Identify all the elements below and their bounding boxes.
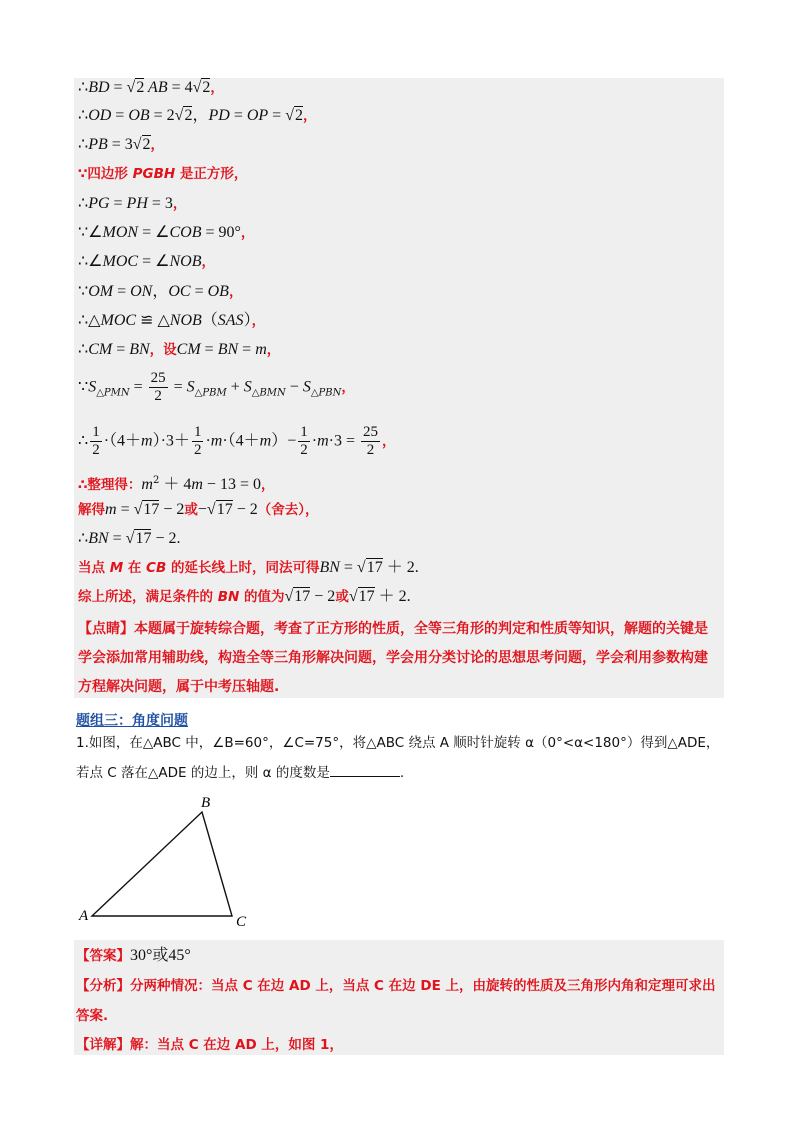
label-a: A bbox=[79, 908, 89, 924]
step-5: ∴PG = PH = 3， bbox=[78, 195, 187, 212]
step-8: ∵OM = ON，OC = OB， bbox=[78, 283, 243, 300]
answer-label: 【答案】 bbox=[76, 948, 130, 964]
question-text bbox=[76, 728, 726, 788]
analysis-paragraph bbox=[76, 971, 716, 1031]
triangle-abc bbox=[92, 812, 232, 916]
step-1: ∴BD = √2 AB = 4√2， bbox=[78, 79, 224, 96]
answer-line bbox=[76, 941, 726, 971]
step-10: ∴CM = BN，设CM = BN = m， bbox=[78, 341, 281, 358]
detail-line bbox=[76, 1030, 726, 1060]
step-16: 当点 M 在 CB 的延长线上时，同法可得BN = √17 ＋ 2. bbox=[78, 559, 419, 576]
step-2: ∴OD = OB = 2√2，PD = OP = √2， bbox=[78, 107, 317, 124]
question-end: . bbox=[399, 765, 405, 781]
step-3: ∴PB = 3√2， bbox=[78, 136, 165, 153]
analysis-text: 分两种情况：当点 C 在边 AD 上，当点 C 在边 DE 上，由旋转的性质及三角形内角和定理可求出答案. bbox=[76, 978, 716, 1024]
section-heading: 题组三：角度问题 bbox=[76, 713, 188, 729]
analysis-label: 【分析】 bbox=[76, 978, 130, 994]
triangle-figure bbox=[70, 790, 260, 930]
label-b: B bbox=[201, 795, 211, 811]
answer-value: 30°或45° bbox=[130, 947, 191, 964]
detail-label: 【详解】 bbox=[76, 1037, 130, 1053]
step-12: ∴ $\frac{1}{2}$ ·（4＋m）·3＋ $\frac{1}{2}$ ·m·（4＋m）− $\frac{1}{2}$ ·m·3 = $\frac{25}{2}$ ， bbox=[78, 424, 396, 458]
question-body: 1.如图，在△ABC 中，∠B=60°，∠C=75°，将△ABC 绕点 A 顺时针旋转 α（0°<α<180°）得到△ADE，若点 C 落在△ADE 的边上，则 α 的度数是 bbox=[76, 735, 720, 781]
step-9: ∴△MOC ≌ △NOB（SAS）， bbox=[78, 312, 266, 329]
answer-blank[interactable] bbox=[330, 776, 400, 777]
detail-text: 解：当点 C 在边 AD 上，如图 1， bbox=[130, 1037, 343, 1053]
dianjing-paragraph: 【点睛】本题属于旋转综合题，考查了正方形的性质，全等三角形的判定和性质等知识，解题的关键是学会添加常用辅助线，构造全等三角形解决问题，学会用分类讨论的思想思考问题，学会利用参数构建方程解决问题，属于中考压轴题. bbox=[78, 621, 708, 695]
step-13: ∴整理得：$m^2 + 4m - 13 = 0$， bbox=[78, 475, 275, 493]
step-7: ∴∠MOC = ∠NOB， bbox=[78, 253, 215, 270]
label-c: C bbox=[236, 914, 247, 930]
step-15: ∴BN = √17 − 2. bbox=[78, 530, 181, 547]
step-14: 解得m = √17 − 2或−√17 − 2（舍去）， bbox=[78, 501, 319, 518]
step-6: ∵∠MON = ∠COB = 90°， bbox=[78, 224, 255, 241]
step-4: ∵四边形 PGBH 是正方形， bbox=[78, 166, 248, 182]
step-11: $\because S_{\triangle PMN}$ = $\frac{25}{2}$ = $S_{\triangle PBM} + S_{\triangle BMN} - S_{\triangle PBN}$， bbox=[78, 370, 355, 404]
step-17: 综上所述，满足条件的 BN 的值为√17 − 2或√17 ＋ 2. bbox=[78, 588, 411, 605]
